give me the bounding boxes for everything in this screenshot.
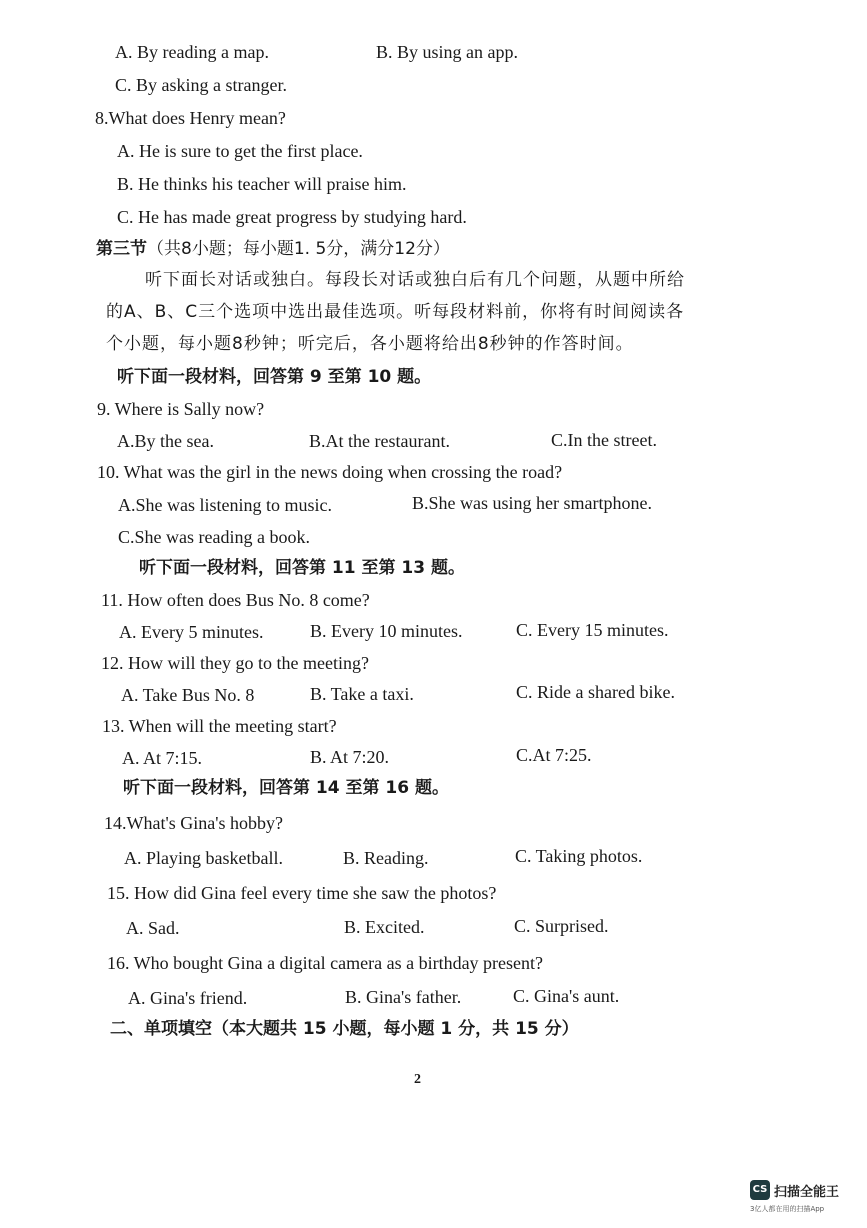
q7-option-c: C. By asking a stranger.	[115, 75, 287, 95]
q11-question: 11. How often does Bus No. 8 come?	[101, 590, 370, 610]
q8-question: 8.What does Henry mean?	[95, 108, 286, 128]
q13-option-c: C.At 7:25.	[516, 745, 592, 765]
q7-option-a: A. By reading a map.	[115, 42, 269, 62]
q15-option-b: B. Excited.	[344, 917, 425, 937]
section3-instruction-1: 听下面长对话或独白。每段长对话或独白后有几个问题，从题中所给	[145, 270, 685, 290]
q11-option-b: B. Every 10 minutes.	[310, 621, 463, 641]
q13-option-b: B. At 7:20.	[310, 747, 390, 767]
q11-option-c: C. Every 15 minutes.	[516, 620, 669, 640]
section3-meta: （共8小题；每小题1. 5分，满分12分）	[147, 239, 450, 259]
q10-option-b: B.She was using her smartphone.	[412, 493, 652, 513]
q15-option-a: A. Sad.	[126, 918, 180, 938]
scanner-watermark	[750, 1180, 850, 1220]
q9-option-c: C.In the street.	[551, 430, 657, 450]
q16-question: 16. Who bought Gina a digital camera as a birthday present?	[107, 953, 544, 973]
section3-instruction-2: 的A、B、C三个选项中选出最佳选项。听每段材料前，你将有时间阅读各	[106, 302, 685, 322]
q14-question: 14.What's Gina's hobby?	[104, 813, 283, 833]
watermark-name: 扫描全能王	[774, 1185, 840, 1200]
q8-option-c: C. He has made great progress by studying hard.	[117, 207, 467, 227]
q9-question: 9. Where is Sally now?	[97, 399, 265, 419]
group2-instruction: 听下面一段材料，回答第 11 至第 13 题。	[139, 558, 465, 578]
q14-option-b: B. Reading.	[343, 848, 429, 868]
q16-option-b: B. Gina's father.	[345, 987, 462, 1007]
q16-option-a: A. Gina's friend.	[128, 988, 248, 1008]
q10-option-c: C.She was reading a book.	[118, 527, 310, 547]
group3-instruction: 听下面一段材料，回答第 14 至第 16 题。	[123, 778, 449, 798]
q12-option-b: B. Take a taxi.	[310, 684, 414, 704]
section3-instruction-3: 个小题，每小题8秒钟；听完后，各小题将给出8秒钟的作答时间。	[106, 334, 634, 354]
group1-instruction: 听下面一段材料，回答第 9 至第 10 题。	[117, 367, 432, 387]
q9-option-a: A.By the sea.	[117, 431, 214, 451]
page-number: 2	[414, 1072, 421, 1087]
q14-option-c: C. Taking photos.	[515, 846, 643, 866]
q8-option-a: A. He is sure to get the first place.	[117, 141, 363, 161]
q15-option-c: C. Surprised.	[514, 916, 609, 936]
q16-option-c: C. Gina's aunt.	[513, 986, 620, 1006]
q13-question: 13. When will the meeting start?	[102, 716, 337, 736]
q14-option-a: A. Playing basketball.	[124, 848, 283, 868]
q12-question: 12. How will they go to the meeting?	[101, 653, 369, 673]
q9-option-b: B.At the restaurant.	[309, 431, 450, 451]
q11-option-a: A. Every 5 minutes.	[119, 622, 264, 642]
q15-question: 15. How did Gina feel every time she saw the photos?	[107, 883, 497, 903]
camscanner-logo-icon: CS	[750, 1180, 770, 1200]
q12-option-c: C. Ride a shared bike.	[516, 682, 675, 702]
q7-option-b: B. By using an app.	[376, 42, 518, 62]
q8-option-b: B. He thinks his teacher will praise him.	[117, 174, 407, 194]
section3-title: 第三节	[96, 239, 147, 259]
q13-option-a: A. At 7:15.	[122, 748, 203, 768]
q10-question: 10. What was the girl in the news doing when crossing the road?	[97, 462, 563, 482]
watermark-tagline: 3亿人都在用的扫描App	[750, 1205, 825, 1213]
q12-option-a: A. Take Bus No. 8	[121, 685, 255, 705]
section3-heading	[96, 237, 450, 261]
part2-heading: 二、单项填空（本大题共 15 小题，每小题 1 分，共 15 分）	[110, 1019, 579, 1039]
q10-option-a: A.She was listening to music.	[118, 495, 332, 515]
